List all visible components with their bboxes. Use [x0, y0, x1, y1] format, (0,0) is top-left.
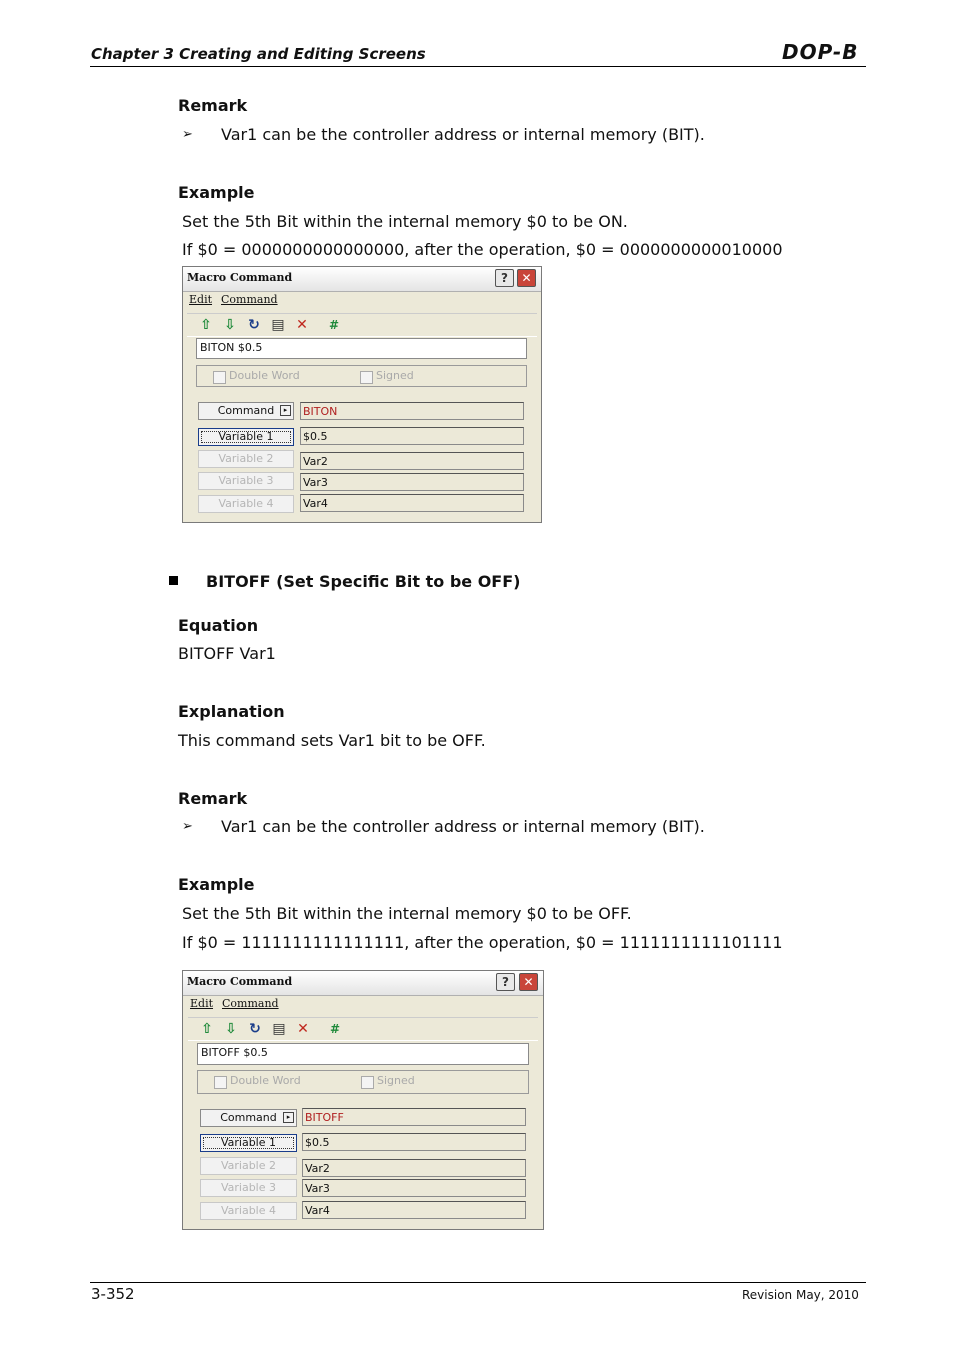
footer-divider: [90, 1282, 866, 1283]
section-title: BITOFF (Set Specific Bit to be OFF): [206, 572, 521, 591]
variable-4-button[interactable]: Variable 4: [200, 1202, 297, 1220]
delete-icon[interactable]: ✕: [297, 1021, 309, 1037]
variable-1-button[interactable]: Variable 1: [198, 428, 294, 446]
document-icon[interactable]: ▤: [272, 1021, 286, 1037]
options-group: [197, 1070, 529, 1094]
expression-field[interactable]: BITOFF $0.5: [197, 1043, 529, 1065]
explanation-heading: Explanation: [178, 702, 285, 721]
revision-text: Revision May, 2010: [742, 1288, 859, 1302]
double-word-checkbox[interactable]: [214, 1076, 227, 1089]
signed-checkbox[interactable]: [360, 371, 373, 384]
brand-logo: DOP-B: [782, 40, 859, 64]
refresh-icon[interactable]: ↻: [248, 317, 260, 333]
equation-text: BITOFF Var1: [178, 644, 276, 663]
double-word-checkbox[interactable]: [213, 371, 226, 384]
macro-command-dialog-bitoff: [182, 970, 544, 1230]
command-button[interactable]: Command ▸: [198, 402, 294, 420]
menu-command[interactable]: Command: [221, 293, 278, 306]
variable-1-value[interactable]: $0.5: [300, 427, 524, 445]
expression-field[interactable]: BITON $0.5: [196, 338, 527, 359]
variable-1-button[interactable]: Variable 1: [200, 1134, 297, 1152]
menu-edit[interactable]: Edit: [189, 293, 213, 306]
move-down-icon[interactable]: ⇩: [225, 1021, 237, 1037]
menu-command[interactable]: Command: [222, 997, 279, 1010]
submenu-arrow-icon: ▸: [280, 405, 291, 416]
bullet-arrow-icon: ➢: [182, 127, 193, 142]
help-button[interactable]: ?: [496, 973, 515, 991]
help-button[interactable]: ?: [495, 269, 514, 287]
variable-4-button[interactable]: Variable 4: [198, 495, 294, 513]
macro-command-dialog-biton: [182, 266, 542, 523]
example-line-3: Set the 5th Bit within the internal memory $0 to be OFF.: [182, 904, 632, 923]
hash-icon[interactable]: #: [328, 318, 340, 332]
dialog-titlebar: [183, 971, 543, 996]
example-heading-2: Example: [178, 875, 255, 894]
page-number: 3-352: [91, 1285, 135, 1303]
chapter-title: Chapter 3 Creating and Editing Screens: [91, 45, 426, 63]
variable-2-value[interactable]: Var2: [302, 1159, 526, 1177]
variable-4-value[interactable]: Var4: [300, 494, 524, 512]
variable-2-button[interactable]: Variable 2: [198, 450, 294, 468]
example-heading: Example: [178, 183, 255, 202]
toolbar: [187, 313, 537, 337]
remark-heading: Remark: [178, 96, 248, 115]
close-button[interactable]: ✕: [517, 269, 536, 287]
move-up-icon[interactable]: ⇧: [200, 317, 212, 333]
submenu-arrow-icon: ▸: [283, 1112, 294, 1123]
explanation-text: This command sets Var1 bit to be OFF.: [178, 731, 486, 750]
variable-2-value[interactable]: Var2: [300, 452, 524, 470]
document-icon[interactable]: ▤: [271, 317, 285, 333]
variable-3-value[interactable]: Var3: [300, 473, 524, 491]
signed-label: Signed: [376, 369, 414, 382]
options-group: [196, 365, 527, 387]
section-bullet-icon: [169, 576, 178, 585]
variable-3-button[interactable]: Variable 3: [198, 472, 294, 490]
double-word-label: Double Word: [229, 369, 300, 382]
header-divider: [90, 66, 866, 67]
move-down-icon[interactable]: ⇩: [224, 317, 236, 333]
command-value[interactable]: BITON: [300, 402, 524, 420]
toolbar: [188, 1017, 538, 1041]
example-line-4: If $0 = 1111111111111111, after the operation, $0 = 1111111111101111: [182, 933, 783, 952]
variable-1-value[interactable]: $0.5: [302, 1133, 526, 1151]
move-up-icon[interactable]: ⇧: [201, 1021, 213, 1037]
equation-heading: Equation: [178, 616, 259, 635]
close-button[interactable]: ✕: [519, 973, 538, 991]
remark-text-2: Var1 can be the controller address or internal memory (BIT).: [221, 817, 705, 836]
hash-icon[interactable]: #: [329, 1022, 341, 1036]
dialog-title: Macro Command: [187, 975, 293, 988]
remark-text: Var1 can be the controller address or internal memory (BIT).: [221, 125, 705, 144]
example-line-2: If $0 = 0000000000000000, after the operation, $0 = 0000000000010000: [182, 240, 783, 259]
menu-edit[interactable]: Edit: [190, 997, 214, 1010]
refresh-icon[interactable]: ↻: [249, 1021, 261, 1037]
variable-3-value[interactable]: Var3: [302, 1179, 526, 1197]
variable-2-button[interactable]: Variable 2: [200, 1157, 297, 1175]
double-word-label: Double Word: [230, 1074, 301, 1087]
dialog-title: Macro Command: [187, 271, 293, 284]
signed-checkbox[interactable]: [361, 1076, 374, 1089]
bullet-arrow-icon: ➢: [182, 819, 193, 834]
example-line-1: Set the 5th Bit within the internal memory $0 to be ON.: [182, 212, 628, 231]
variable-4-value[interactable]: Var4: [302, 1201, 526, 1219]
command-value[interactable]: BITOFF: [302, 1108, 526, 1126]
command-button[interactable]: Command ▸: [200, 1109, 297, 1127]
dialog-titlebar: [183, 267, 541, 292]
signed-label: Signed: [377, 1074, 415, 1087]
remark-heading-2: Remark: [178, 789, 248, 808]
variable-3-button[interactable]: Variable 3: [200, 1179, 297, 1197]
delete-icon[interactable]: ✕: [296, 317, 308, 333]
